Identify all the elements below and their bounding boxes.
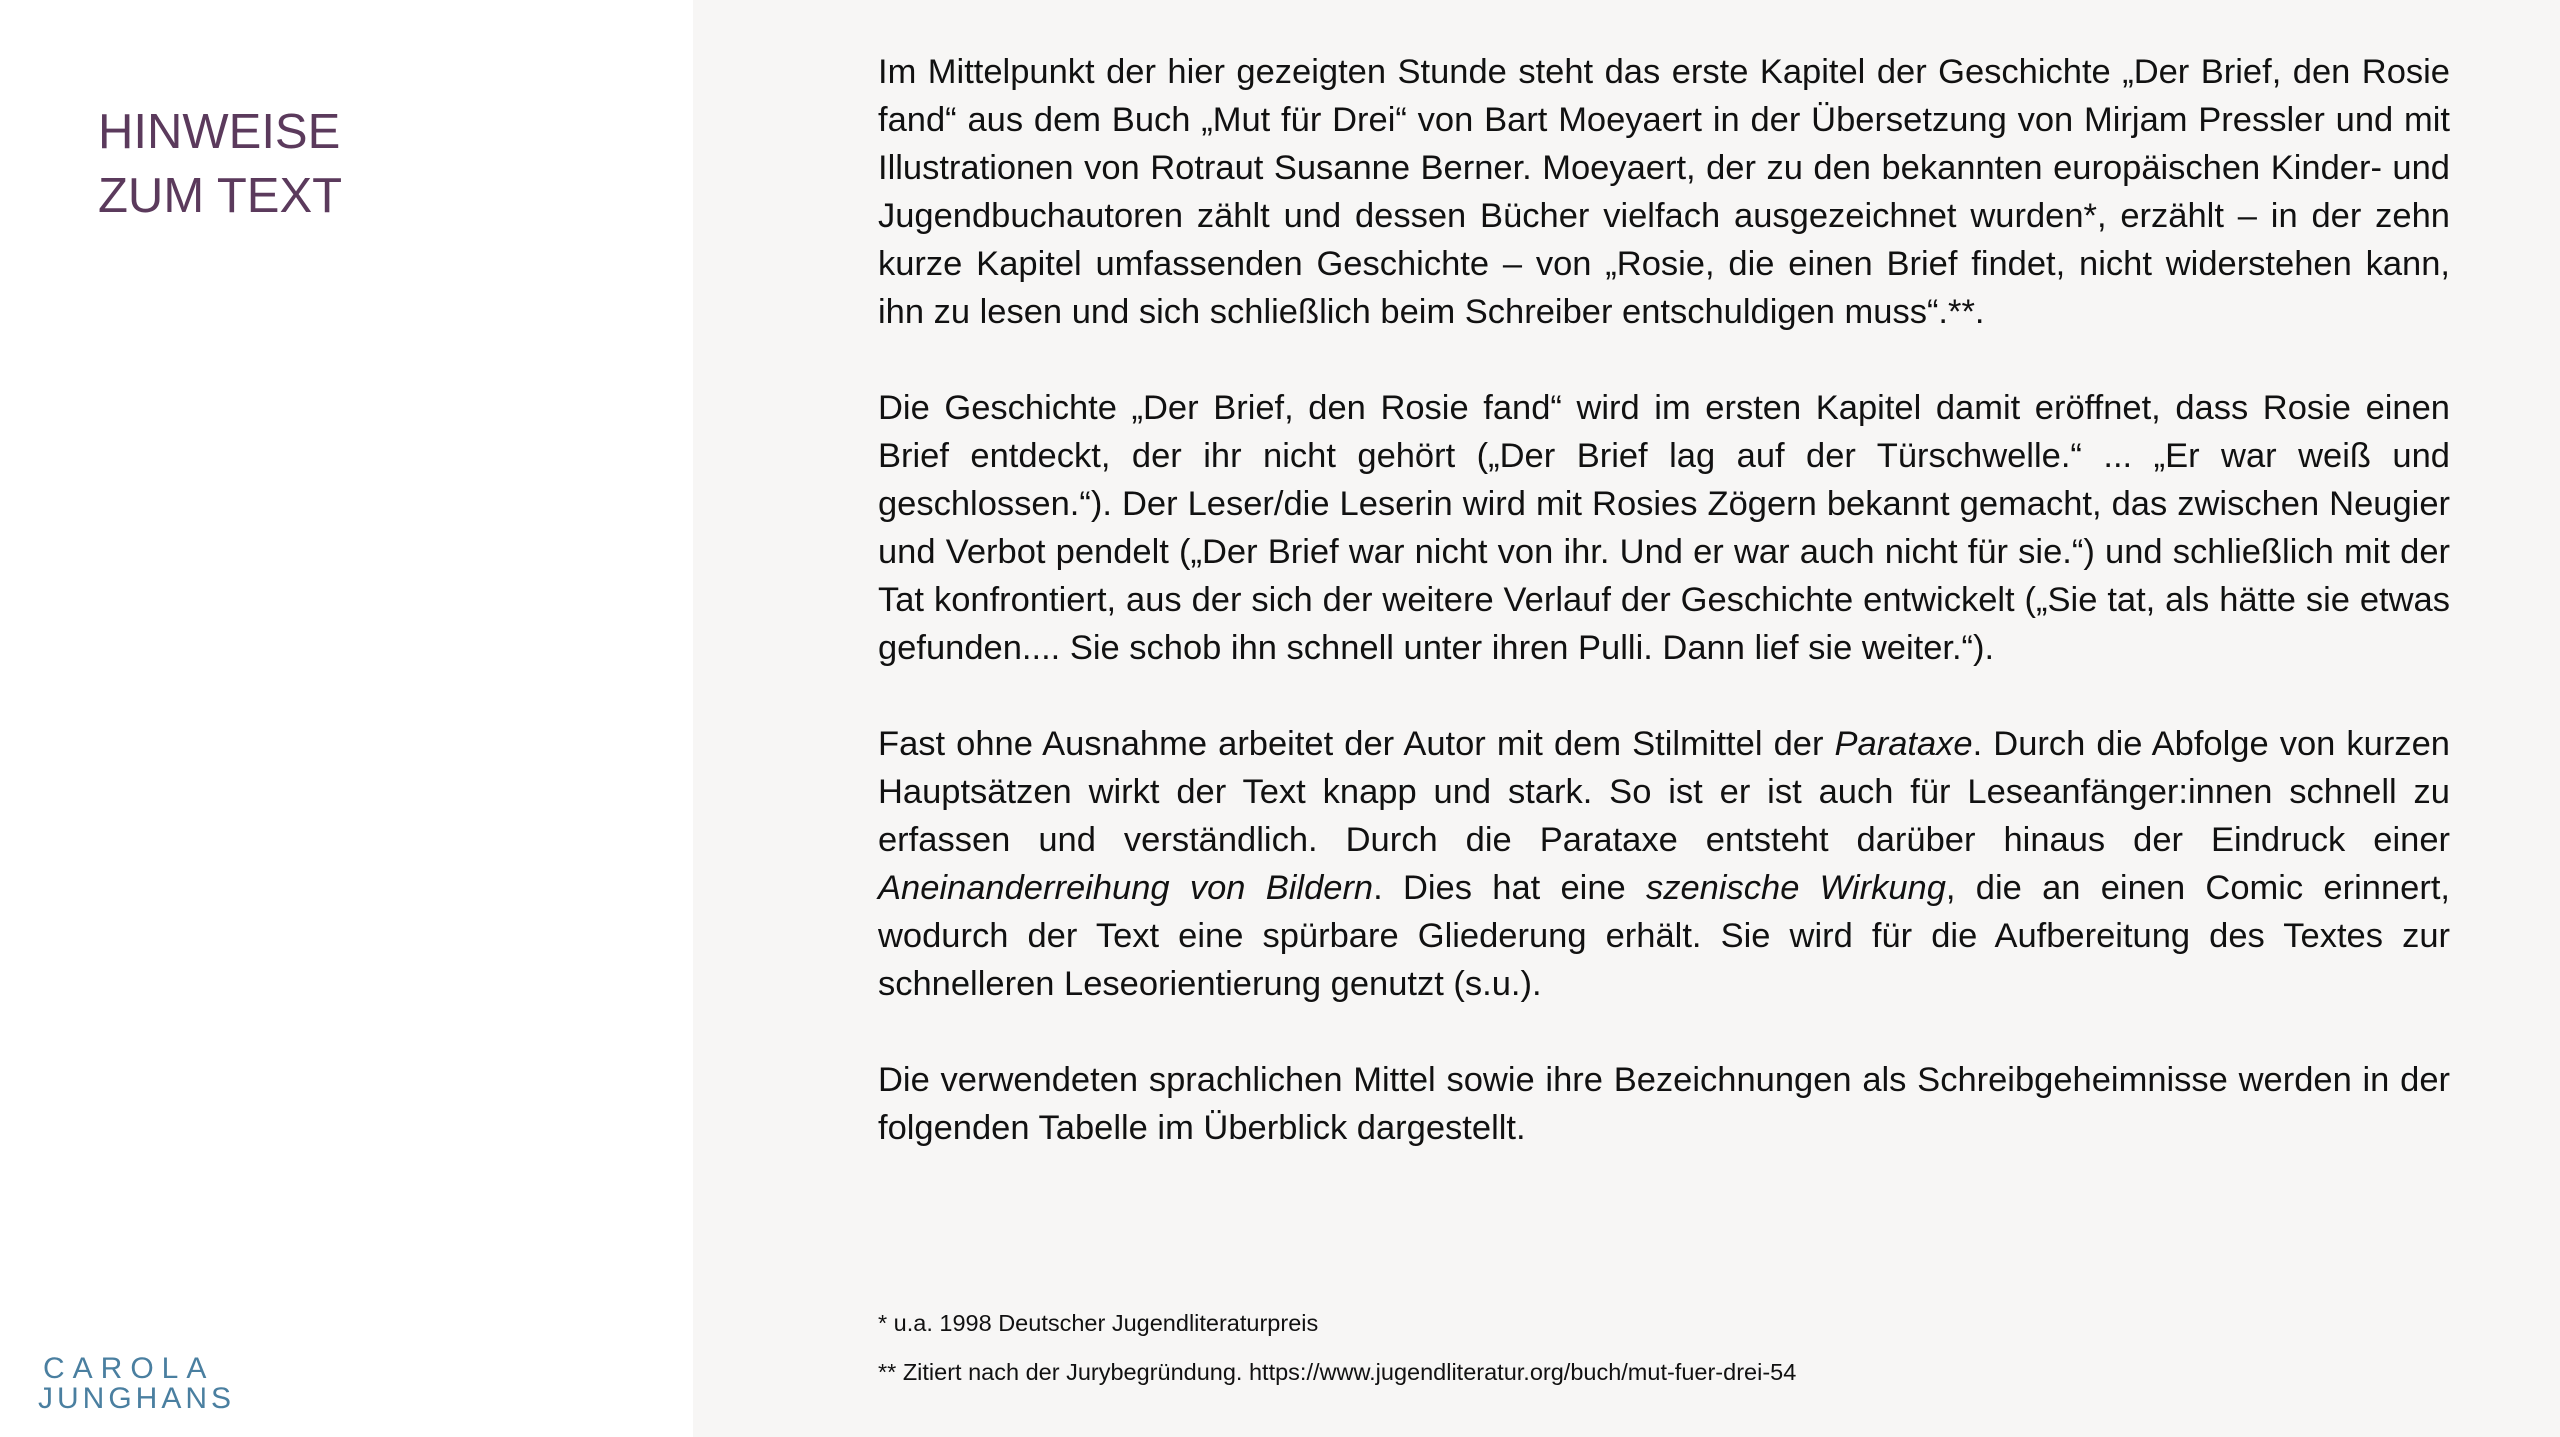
paragraph [878, 384, 2450, 672]
italic-term: Aneinanderreihung von Bildern [878, 869, 1374, 907]
italic-term: szenische Wirkung [1646, 869, 1946, 907]
text-segment: Die verwendeten sprachlichen Mittel sowie ihre Bezeichnungen als Schreibgeheimnisse werden in der folgenden Tabelle im Überblick dargestellt. [878, 1061, 2450, 1147]
text-segment: Die Geschichte „Der Brief, den Rosie fand“ wird im ersten Kapitel damit eröffnet, dass Rosie einen Brief entdeckt, der ihr nicht gehört („Der Brief lag auf der Türschwelle.“ ... „Er war weiß und geschlossen.“). Der Leser/die Leserin wird mit Rosies Zögern bekannt gemacht, das zwischen Neugier und Verbot pendelt („Der Brief war nicht von ihr. Und er war auch nicht für sie.“) und schließlich mit der Tat konfrontiert, aus der sich der weitere Verlauf der Geschichte entwickelt („Sie tat, als hätte sie etwas gefunden.... Sie schob ihn schnell unter ihren Pulli. Dann lief sie weiter.“). [878, 389, 2450, 667]
italic-term: Parataxe [1834, 725, 1973, 763]
body-text [878, 48, 2450, 1152]
main-content [693, 0, 2560, 1437]
footnote: ** Zitiert nach der Jurybegründung. https://www.jugendliteratur.org/buch/mut-fuer-drei-54 [878, 1359, 1797, 1385]
page-title-line: ZUM TEXT [98, 169, 343, 223]
paragraph [878, 1056, 2450, 1152]
text-segment: , die an einen Comic erinnert, wodurch der Text eine spürbare Gliederung erhält. Sie wird für die Aufbereitung des Textes zur schnelleren Leseorientierung genutzt (s.u.). [878, 869, 2450, 1003]
footnotes [878, 1308, 2450, 1406]
logo-last-name: JUNGHANS [38, 1382, 236, 1415]
text-segment: . Durch die Abfolge von kurzen Hauptsätzen wirkt der Text knapp und stark. So ist er ist auch für Leseanfänger:innen schnell zu erfassen und verständlich. Durch die Parataxe entsteht darüber hinaus der Eindruck einer [878, 725, 2450, 859]
footnote: * u.a. 1998 Deutscher Jugendliteraturpreis [878, 1310, 1319, 1336]
author-logo [38, 1354, 235, 1414]
paragraph [878, 48, 2450, 336]
text-segment: . Dies hat eine [1373, 869, 1646, 907]
text-segment: Im Mittelpunkt der hier gezeigten Stunde steht das erste Kapitel der Geschichte „Der Brief, den Rosie fand“ aus dem Buch „Mut für Drei“ von Bart Moeyaert in der Übersetzung von Mirjam Pressler und mit Illustrationen von Rotraut Susanne Berner. Moeyaert, der zu den bekannten europäischen Kinder- und Jugendbuchautoren zählt und dessen Bücher vielfach ausgezeichnet wurden*, erzählt – in der zehn kurze Kapitel umfassenden Geschichte – von „Rosie, die einen Brief findet, nicht widerstehen kann, ihn zu lesen und sich schließlich beim Schreiber entschuldigen muss“.**. [878, 53, 2450, 331]
sidebar [0, 0, 693, 1437]
text-segment: Fast ohne Ausnahme arbeitet der Autor mit dem Stilmittel der [878, 725, 1835, 763]
paragraph [878, 720, 2450, 1008]
logo-first-name: CAROLA [43, 1352, 215, 1385]
page-title [98, 100, 658, 228]
page-title-line: HINWEISE [98, 105, 341, 159]
